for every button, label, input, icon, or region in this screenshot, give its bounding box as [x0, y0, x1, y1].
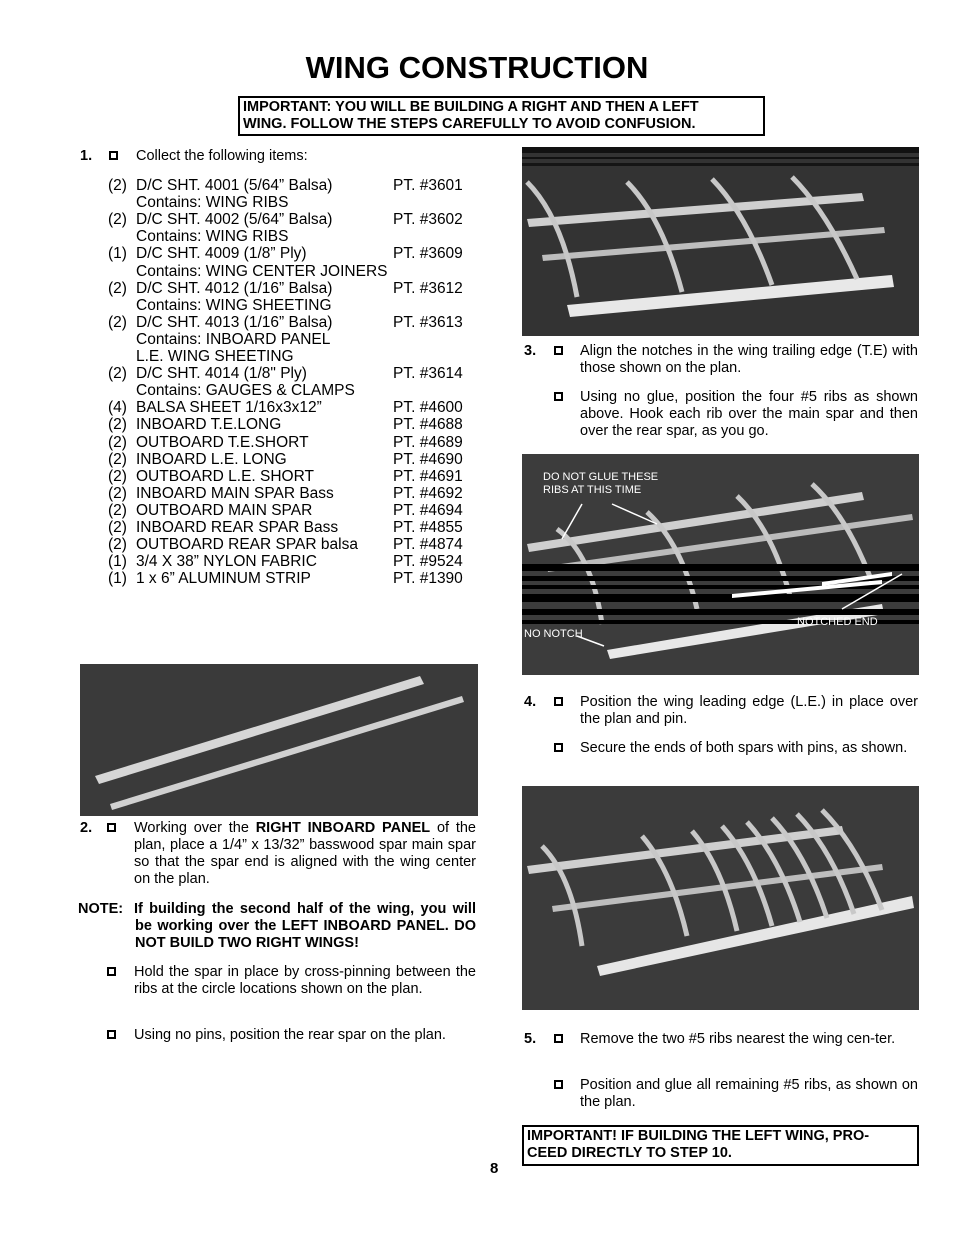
- part-qty: (2): [108, 450, 127, 468]
- parts-list-row: [108, 211, 463, 229]
- part-number: PT. #4690: [393, 450, 463, 468]
- caption-do-not-glue-line-2: RIBS AT THIS TIME: [543, 484, 642, 496]
- part-qty: (2): [108, 467, 127, 485]
- step-1-checkbox[interactable]: [109, 151, 118, 160]
- part-description: INBOARD L.E. LONG: [136, 450, 287, 468]
- part-qty: (2): [108, 313, 127, 331]
- caption-do-not-glue-line-1: DO NOT GLUE THESE: [543, 471, 659, 483]
- part-description: 3/4 X 38” NYLON FABRIC: [136, 553, 317, 571]
- part-description: D/C SHT. 4001 (5/64” Balsa): [136, 177, 333, 194]
- part-description: Contains: WING RIBS: [136, 228, 289, 246]
- page-number: 8: [490, 1160, 499, 1177]
- part-qty: (2): [108, 501, 127, 519]
- step-4-sub-checkbox[interactable]: [554, 743, 563, 752]
- part-number: PT. #9524: [393, 553, 463, 571]
- step-3-text: Align the notches in the wing trailing edge (T.E) with those shown on the plan.: [580, 343, 918, 376]
- parts-list-row: [108, 313, 463, 331]
- part-description: 1 x 6” ALUMINUM STRIP: [136, 570, 311, 588]
- step-2-text: [134, 820, 476, 888]
- part-description: BALSA SHEET 1/16x3x12”: [136, 399, 322, 417]
- part-qty: (2): [108, 433, 127, 451]
- parts-list-row: [108, 433, 463, 451]
- part-number: PT. #4689: [393, 433, 463, 451]
- parts-list-row: [108, 279, 463, 297]
- part-description: D/C SHT. 4013 (1/16” Balsa): [136, 313, 333, 331]
- step-2-text-bold: RIGHT INBOARD PANEL: [255, 820, 431, 836]
- important-notice-top: [238, 96, 765, 136]
- part-description: OUTBOARD L.E. SHORT: [136, 467, 314, 485]
- important-bottom-line-1: IMPORTANT! IF BUILDING THE LEFT WING, PRO-: [527, 1128, 870, 1144]
- parts-list-row: [108, 245, 463, 263]
- part-qty: (2): [108, 536, 127, 554]
- important-line-1: IMPORTANT: YOU WILL BE BUILDING A RIGHT AND THEN A LEFT: [243, 99, 699, 115]
- part-description: D/C SHT. 4009 (1/8” Ply): [136, 245, 307, 263]
- parts-list-row: [108, 416, 463, 434]
- step-5-number: 5.: [524, 1031, 537, 1047]
- part-number: PT. #4688: [393, 416, 463, 434]
- part-qty: (2): [108, 279, 127, 297]
- step-5-sub-checkbox[interactable]: [554, 1080, 563, 1089]
- step-2-checkbox[interactable]: [107, 823, 116, 832]
- photo-ribs-four: [522, 147, 919, 336]
- part-qty: (1): [108, 570, 127, 588]
- note-label: NOTE:: [78, 901, 124, 917]
- part-number: PT. #3601: [393, 177, 463, 194]
- part-number: PT. #3602: [393, 211, 463, 229]
- parts-list-row: [108, 536, 463, 554]
- step-3-checkbox[interactable]: [554, 346, 563, 355]
- part-number: PT. #4600: [393, 399, 463, 417]
- important-line-2: WING. FOLLOW THE STEPS CAREFULLY TO AVOID CONFUSION.: [243, 116, 696, 132]
- parts-list-row: [108, 467, 463, 485]
- important-notice-bottom: [522, 1125, 919, 1166]
- part-qty: (1): [108, 245, 127, 263]
- page-title: WING CONSTRUCTION: [305, 50, 649, 85]
- step-2-sub-1-text: Hold the spar in place by cross-pinning between the ribs at the circle locations shown on the plan.: [134, 964, 476, 997]
- step-1-number: 1.: [80, 148, 93, 164]
- photo-spars: [80, 664, 478, 816]
- parts-list-row: [108, 553, 463, 571]
- part-number: PT. #3609: [393, 245, 463, 263]
- part-number: PT. #4691: [393, 467, 463, 485]
- part-qty: (2): [108, 365, 127, 383]
- step-1-text: Collect the following items:: [136, 148, 308, 164]
- part-description: OUTBOARD REAR SPAR balsa: [136, 536, 358, 554]
- important-bottom-line-2: CEED DIRECTLY TO STEP 10.: [527, 1145, 732, 1161]
- parts-list-row: [108, 177, 463, 194]
- part-number: PT. #3614: [393, 365, 463, 383]
- part-qty: (2): [108, 484, 127, 502]
- part-qty: (2): [108, 211, 127, 229]
- step-4-checkbox[interactable]: [554, 697, 563, 706]
- parts-list-row: [108, 399, 463, 417]
- step-2-number: 2.: [80, 820, 93, 836]
- photo-ribs-annotated: [522, 454, 919, 675]
- parts-list-row: [108, 570, 463, 588]
- parts-list-row: [108, 382, 355, 399]
- parts-list-row: [108, 365, 463, 383]
- photo-ribs-four-illustration: [522, 147, 919, 336]
- part-description: Contains: WING CENTER JOINERS: [136, 262, 388, 280]
- caption-notched-end: NOTCHED END: [797, 616, 878, 628]
- step-4-sub-text: Secure the ends of both spars with pins, as shown.: [580, 740, 908, 756]
- part-number: PT. #3613: [393, 313, 463, 331]
- step-5-sub-text: Position and glue all remaining #5 ribs, as shown on the plan.: [580, 1077, 918, 1110]
- step-3-sub-checkbox[interactable]: [554, 392, 563, 401]
- part-description: D/C SHT. 4002 (5/64” Balsa): [136, 211, 333, 229]
- parts-list-row: [108, 501, 463, 519]
- part-qty: (4): [108, 399, 127, 417]
- part-description: Contains: INBOARD PANEL: [136, 330, 331, 348]
- caption-no-notch: NO NOTCH: [524, 628, 583, 640]
- step-3-sub-text: Using no glue, position the four #5 ribs as shown above. Hook each rib over the main spar and then over the rear spar, as you go.: [580, 389, 918, 439]
- step-3-number: 3.: [524, 343, 537, 359]
- part-description: INBOARD REAR SPAR Bass: [136, 519, 339, 536]
- step-5-text: Remove the two #5 ribs nearest the wing cen-ter.: [580, 1031, 896, 1047]
- part-qty: (1): [108, 553, 127, 571]
- part-description: OUTBOARD MAIN SPAR: [136, 501, 313, 519]
- parts-list-row: [108, 348, 294, 365]
- parts-list-row: [108, 194, 288, 211]
- step-2-sub-2-checkbox[interactable]: [107, 1030, 116, 1039]
- part-description: D/C SHT. 4012 (1/16” Balsa): [136, 279, 333, 297]
- photo-ribs-all-illustration: [522, 786, 919, 1010]
- photo-ribs-all: [522, 786, 919, 1010]
- step-5-checkbox[interactable]: [554, 1034, 563, 1043]
- part-description: INBOARD T.E.LONG: [136, 416, 282, 434]
- step-2-sub-1-checkbox[interactable]: [107, 967, 116, 976]
- parts-list-row: [108, 297, 332, 314]
- parts-list-row: [108, 450, 463, 468]
- step-2-text-start: Working over the: [134, 820, 256, 836]
- part-description: D/C SHT. 4014 (1/8" Ply): [136, 365, 307, 383]
- parts-list-row: [108, 228, 288, 245]
- part-description: Contains: GAUGES & CLAMPS: [136, 382, 355, 400]
- part-number: PT. #4874: [393, 536, 463, 554]
- step-2-sub-2-text: Using no pins, position the rear spar on the plan.: [134, 1027, 446, 1043]
- parts-list-row: [108, 331, 330, 348]
- part-number: PT. #4694: [393, 501, 463, 519]
- step-4-number: 4.: [524, 694, 537, 710]
- part-description: L.E. WING SHEETING: [136, 348, 294, 365]
- part-description: OUTBOARD T.E.SHORT: [136, 433, 309, 451]
- note-text: If building the second half of the wing, you will be working over the LEFT INBOARD PANEL. DO NOT BUILD TWO RIGHT WINGS!: [134, 901, 476, 951]
- parts-list-row: [108, 519, 463, 536]
- caption-do-not-glue: [543, 471, 658, 497]
- part-qty: (2): [108, 519, 127, 536]
- part-number: PT. #4692: [393, 484, 463, 502]
- part-number: PT. #3612: [393, 279, 463, 297]
- part-number: PT. #4855: [393, 519, 463, 536]
- part-description: Contains: WING SHEETING: [136, 296, 332, 314]
- parts-list-row: [108, 263, 388, 280]
- part-description: INBOARD MAIN SPAR Bass: [136, 484, 334, 502]
- photo-spars-illustration: [80, 664, 478, 816]
- part-qty: (2): [108, 416, 127, 434]
- step-4-text: Position the wing leading edge (L.E.) in place over the plan and pin.: [580, 694, 918, 727]
- part-number: PT. #1390: [393, 570, 463, 588]
- parts-list-row: [108, 484, 463, 502]
- part-qty: (2): [108, 177, 127, 194]
- step-2-text-end: of the plan, place a 1/4” x 13/32” basswood spar main spar so that the spar end is aligned with the wing center on the plan.: [134, 820, 476, 887]
- part-description: Contains: WING RIBS: [136, 194, 289, 212]
